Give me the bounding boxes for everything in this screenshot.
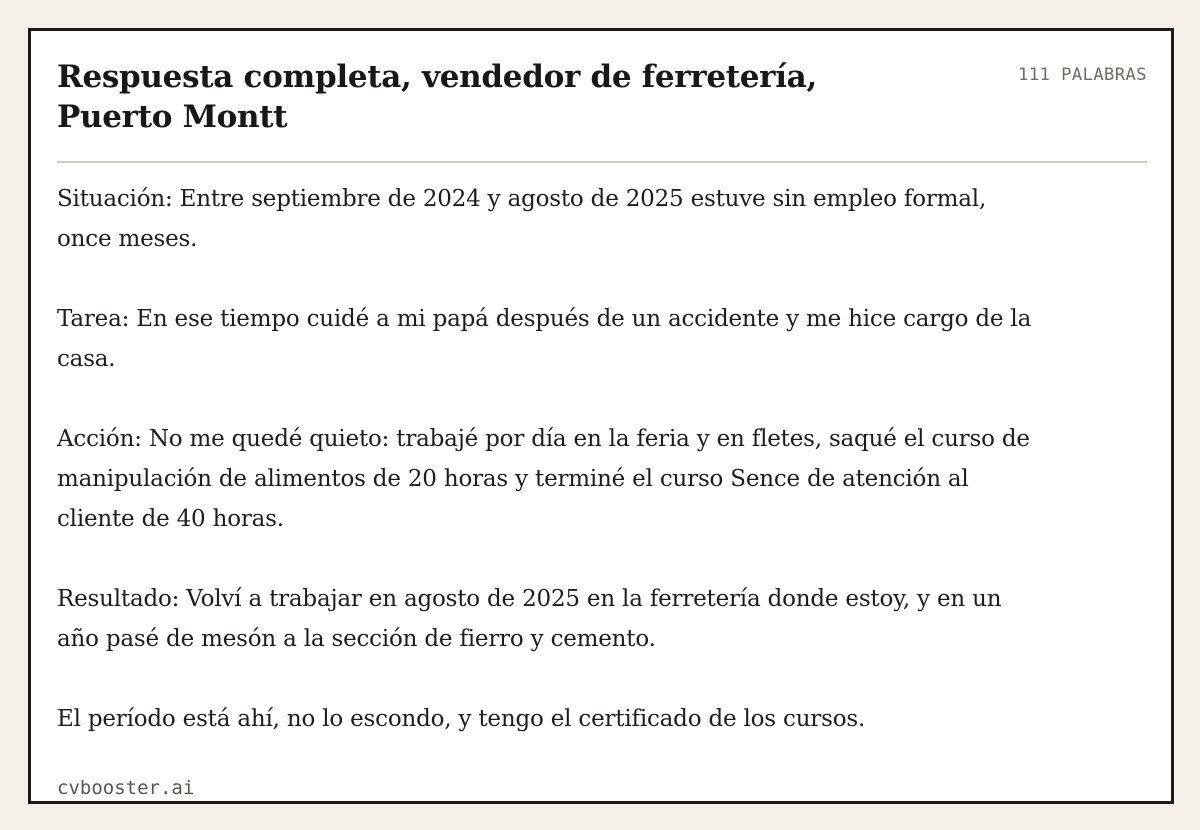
answer-body: [57, 179, 1047, 779]
card-title: Respuesta completa, vendedor de ferretería, Puerto Montt: [57, 59, 817, 135]
paragraph-accion: Acción: No me quedé quieto: trabajé por día en la feria y en fletes, saqué el curso de manipulación de alimentos de 20 horas y terminé el curso Sence de atención al cliente de 40 horas.: [57, 426, 1030, 532]
word-count-badge: 111 PALABRAS: [1018, 65, 1147, 85]
paragraph-situacion: Situación: Entre septiembre de 2024 y agosto de 2025 estuve sin empleo formal, once meses.: [57, 186, 987, 252]
card-header: [57, 57, 1147, 137]
paragraph-cierre: El período está ahí, no lo escondo, y tengo el certificado de los cursos.: [57, 706, 866, 732]
answer-card: [28, 28, 1174, 804]
paragraph-tarea: Tarea: En ese tiempo cuidé a mi papá después de un accidente y me hice cargo de la casa.: [57, 306, 1032, 372]
paragraph-resultado: Resultado: Volví a trabajar en agosto de 2025 en la ferretería donde estoy, y en un año pasé de mesón a la sección de fierro y cemento.: [57, 586, 1002, 652]
header-divider: [57, 161, 1147, 163]
brand-footer: cvbooster.ai: [57, 777, 195, 799]
